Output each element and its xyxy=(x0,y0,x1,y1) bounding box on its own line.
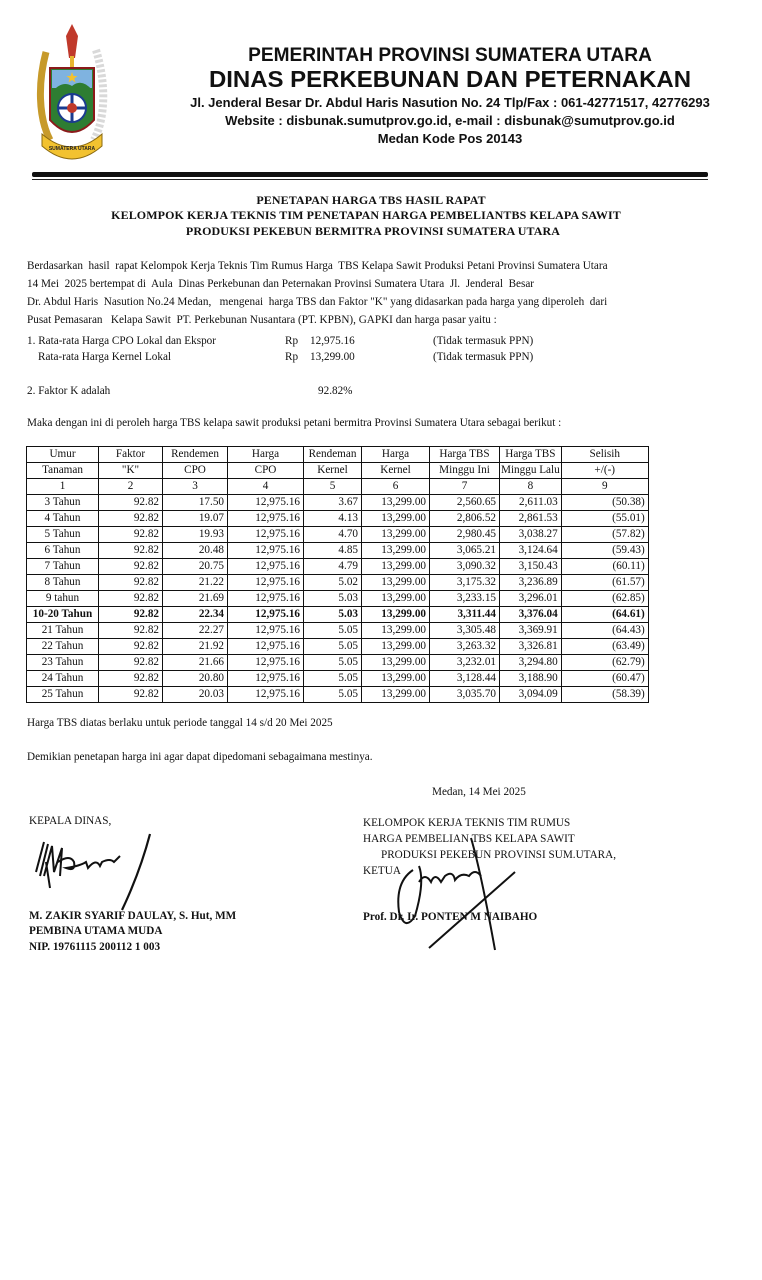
cell-harga-kernel: 13,299.00 xyxy=(362,671,430,687)
column-header: CPO xyxy=(228,463,304,479)
cell-rend-cpo: 21.69 xyxy=(163,591,228,607)
cell-tbs-ini: 3,305.48 xyxy=(430,623,500,639)
cell-harga-kernel: 13,299.00 xyxy=(362,495,430,511)
cell-harga-kernel: 13,299.00 xyxy=(362,527,430,543)
cell-tbs-lalu: 3,124.64 xyxy=(500,543,562,559)
table-row xyxy=(27,623,649,639)
cpo-price-note: (Tidak termasuk PPN) xyxy=(433,335,534,347)
cell-rend-cpo: 19.93 xyxy=(163,527,228,543)
cell-tbs-ini: 3,128.44 xyxy=(430,671,500,687)
cell-selisih: (60.11) xyxy=(561,559,648,575)
cell-faktor: 92.82 xyxy=(99,575,163,591)
cell-rend-kernel: 4.70 xyxy=(304,527,362,543)
cell-faktor: 92.82 xyxy=(99,639,163,655)
agency-postcode: Medan Kode Pos 20143 xyxy=(377,131,523,146)
column-number: 9 xyxy=(561,479,648,495)
cell-tbs-ini: 3,065.21 xyxy=(430,543,500,559)
table-row xyxy=(27,575,649,591)
cell-selisih: (57.82) xyxy=(561,527,648,543)
cell-selisih: (60.47) xyxy=(561,671,648,687)
intro-line: Dr. Abdul Haris Nasution No.24 Medan, mengenai harga TBS dan Faktor "K" yang didasarkan pada harga yang diperoleh dari xyxy=(27,296,608,308)
cell-tbs-lalu: 3,038.27 xyxy=(500,527,562,543)
kernel-price-note: (Tidak termasuk PPN) xyxy=(433,351,534,363)
table-header-row xyxy=(27,447,649,463)
cell-tbs-lalu: 3,094.09 xyxy=(500,687,562,703)
cell-selisih: (62.85) xyxy=(561,591,648,607)
column-header: Harga TBS xyxy=(430,447,500,463)
signatory-left-rank: PEMBINA UTAMA MUDA xyxy=(29,925,163,937)
column-header: Minggu Lalu xyxy=(500,463,562,479)
table-header-row xyxy=(27,463,649,479)
cell-tbs-lalu: 3,326.81 xyxy=(500,639,562,655)
place-date: Medan, 14 Mei 2025 xyxy=(432,786,526,798)
cell-harga-cpo: 12,975.16 xyxy=(228,687,304,703)
cell-rend-cpo: 20.75 xyxy=(163,559,228,575)
signatory-right-org-line2: HARGA PEMBELIAN TBS KELAPA SAWIT xyxy=(363,833,575,845)
column-header: +/(-) xyxy=(561,463,648,479)
cell-faktor: 92.82 xyxy=(99,559,163,575)
cell-harga-cpo: 12,975.16 xyxy=(228,543,304,559)
cell-rend-cpo: 17.50 xyxy=(163,495,228,511)
cell-harga-kernel: 13,299.00 xyxy=(362,511,430,527)
intro-line: Pusat Pemasaran Kelapa Sawit PT. Perkebunan Nusantara (PT. KPBN), GAPKI dan harga pasar yaitu : xyxy=(27,314,497,326)
cell-rend-cpo: 22.34 xyxy=(163,607,228,623)
cell-tbs-lalu: 3,188.90 xyxy=(500,671,562,687)
cell-harga-kernel: 13,299.00 xyxy=(362,687,430,703)
signatory-left-role: KEPALA DINAS, xyxy=(29,815,112,827)
cell-tbs-ini: 2,980.45 xyxy=(430,527,500,543)
cell-harga-kernel: 13,299.00 xyxy=(362,639,430,655)
cell-tbs-lalu: 3,150.43 xyxy=(500,559,562,575)
cell-harga-cpo: 12,975.16 xyxy=(228,495,304,511)
cell-rend-cpo: 20.48 xyxy=(163,543,228,559)
cell-faktor: 92.82 xyxy=(99,543,163,559)
column-header: Rendemen xyxy=(163,447,228,463)
kernel-price-currency: Rp xyxy=(285,351,299,363)
table-row xyxy=(27,543,649,559)
cell-selisih: (61.57) xyxy=(561,575,648,591)
cell-harga-kernel: 13,299.00 xyxy=(362,607,430,623)
cell-selisih: (55.01) xyxy=(561,511,648,527)
cell-tbs-lalu: 3,376.04 xyxy=(500,607,562,623)
column-header: Tanaman xyxy=(27,463,99,479)
column-number: 5 xyxy=(304,479,362,495)
cell-selisih: (63.49) xyxy=(561,639,648,655)
cell-harga-cpo: 12,975.16 xyxy=(228,511,304,527)
cell-umur: 25 Tahun xyxy=(27,687,99,703)
signature-kepala-dinas-icon xyxy=(30,832,160,912)
column-header: "K" xyxy=(99,463,163,479)
cell-rend-kernel: 5.05 xyxy=(304,671,362,687)
column-header: Rendeman xyxy=(304,447,362,463)
table-row xyxy=(27,655,649,671)
cell-umur: 4 Tahun xyxy=(27,511,99,527)
cell-rend-kernel: 5.05 xyxy=(304,623,362,639)
table-row xyxy=(27,591,649,607)
cell-harga-cpo: 12,975.16 xyxy=(228,559,304,575)
cell-selisih: (64.61) xyxy=(561,607,648,623)
cell-tbs-lalu: 2,611.03 xyxy=(500,495,562,511)
cell-tbs-ini: 3,233.15 xyxy=(430,591,500,607)
cell-harga-cpo: 12,975.16 xyxy=(228,591,304,607)
cell-harga-cpo: 12,975.16 xyxy=(228,527,304,543)
cell-harga-kernel: 13,299.00 xyxy=(362,575,430,591)
table-row xyxy=(27,671,649,687)
cell-umur: 9 tahun xyxy=(27,591,99,607)
table-row xyxy=(27,511,649,527)
cell-tbs-ini: 3,035.70 xyxy=(430,687,500,703)
cell-faktor: 92.82 xyxy=(99,687,163,703)
k-factor-label: 2. Faktor K adalah xyxy=(27,385,111,397)
cell-faktor: 92.82 xyxy=(99,527,163,543)
table-intro: Maka dengan ini di peroleh harga TBS kelapa sawit produksi petani bermitra Provinsi Sumatera Utara sebagai berikut : xyxy=(27,417,562,429)
intro-line: 14 Mei 2025 bertempat di Aula Dinas Perkebunan dan Peternakan Provinsi Sumatera Utara Jl. Jenderal Besar xyxy=(27,278,535,290)
intro-paragraph xyxy=(27,257,707,329)
cell-umur: 10-20 Tahun xyxy=(27,607,99,623)
cpo-price-label: 1. Rata-rata Harga CPO Lokal dan Ekspor xyxy=(27,335,216,347)
document-title-line1: PENETAPAN HARGA TBS HASIL RAPAT xyxy=(256,193,486,207)
cell-rend-cpo: 19.07 xyxy=(163,511,228,527)
cell-umur: 23 Tahun xyxy=(27,655,99,671)
column-header: CPO xyxy=(163,463,228,479)
signatory-right-name: Prof. Dr. Ir. PONTEN M NAIBAHO xyxy=(363,911,538,923)
cell-faktor: 92.82 xyxy=(99,671,163,687)
cell-harga-cpo: 12,975.16 xyxy=(228,671,304,687)
cell-harga-cpo: 12,975.16 xyxy=(228,607,304,623)
table-column-number-row xyxy=(27,479,649,495)
signatory-left-name: M. ZAKIR SYARIF DAULAY, S. Hut, MM xyxy=(29,910,237,922)
government-name: PEMERINTAH PROVINSI SUMATERA UTARA xyxy=(248,44,652,66)
column-number: 1 xyxy=(27,479,99,495)
document-title-line3: PRODUKSI PEKEBUN BERMITRA PROVINSI SUMATERA UTARA xyxy=(185,224,561,238)
cell-tbs-lalu: 3,369.91 xyxy=(500,623,562,639)
signatory-right-org-line3: PRODUKSI PEKEBUN PROVINSI SUM.UTARA, xyxy=(381,849,617,861)
cell-umur: 7 Tahun xyxy=(27,559,99,575)
column-number: 3 xyxy=(163,479,228,495)
svg-text:SUMATERA UTARA: SUMATERA UTARA xyxy=(48,146,96,152)
cell-faktor: 92.82 xyxy=(99,511,163,527)
cell-faktor: 92.82 xyxy=(99,607,163,623)
cell-rend-kernel: 5.05 xyxy=(304,639,362,655)
signatory-right-role: KETUA xyxy=(363,865,401,877)
cell-rend-kernel: 5.02 xyxy=(304,575,362,591)
table-row xyxy=(27,495,649,511)
cell-tbs-lalu: 3,294.80 xyxy=(500,655,562,671)
agency-name: DINAS PERKEBUNAN DAN PETERNAKAN xyxy=(208,66,692,92)
k-factor-value: 92.82% xyxy=(318,385,353,397)
column-number: 6 xyxy=(362,479,430,495)
agency-address: Jl. Jenderal Besar Dr. Abdul Haris Nasution No. 24 Tlp/Fax : 061-42771517, 42776293 xyxy=(190,95,710,110)
cell-rend-cpo: 21.92 xyxy=(163,639,228,655)
cell-rend-kernel: 4.79 xyxy=(304,559,362,575)
cell-harga-kernel: 13,299.00 xyxy=(362,559,430,575)
cell-rend-kernel: 4.13 xyxy=(304,511,362,527)
column-header: Harga TBS xyxy=(500,447,562,463)
cell-selisih: (58.39) xyxy=(561,687,648,703)
cell-umur: 21 Tahun xyxy=(27,623,99,639)
column-header: Kernel xyxy=(362,463,430,479)
cell-rend-cpo: 20.03 xyxy=(163,687,228,703)
closing-statement: Demikian penetapan harga ini agar dapat dipedomani sebagaimana mestinya. xyxy=(27,751,373,763)
cell-harga-kernel: 13,299.00 xyxy=(362,591,430,607)
cell-umur: 6 Tahun xyxy=(27,543,99,559)
cell-tbs-ini: 3,232.01 xyxy=(430,655,500,671)
cell-selisih: (59.43) xyxy=(561,543,648,559)
letterhead-divider-thick xyxy=(32,172,708,177)
agency-contact: Website : disbunak.sumutprov.go.id, e-mail : disbunak@sumutprov.go.id xyxy=(225,113,675,128)
cell-harga-cpo: 12,975.16 xyxy=(228,575,304,591)
kernel-price-value: 13,299.00 xyxy=(310,351,355,363)
cell-rend-kernel: 3.67 xyxy=(304,495,362,511)
cell-tbs-ini: 3,311.44 xyxy=(430,607,500,623)
table-row xyxy=(27,607,649,623)
cell-harga-kernel: 13,299.00 xyxy=(362,623,430,639)
intro-line: Berdasarkan hasil rapat Kelompok Kerja Teknis Tim Rumus Harga TBS Kelapa Sawit Produksi Petani Provinsi Sumatera Utara xyxy=(27,260,608,272)
column-number: 7 xyxy=(430,479,500,495)
cell-tbs-lalu: 2,861.53 xyxy=(500,511,562,527)
kernel-price-label: Rata-rata Harga Kernel Lokal xyxy=(38,351,172,363)
cell-tbs-ini: 3,263.32 xyxy=(430,639,500,655)
document-title-line2: KELOMPOK KERJA TEKNIS TIM PENETAPAN HARGA PEMBELIANTBS KELAPA SAWIT xyxy=(111,208,621,222)
cell-tbs-ini: 3,090.32 xyxy=(430,559,500,575)
cell-tbs-ini: 2,560.65 xyxy=(430,495,500,511)
letterhead-divider-thin xyxy=(32,179,708,180)
cpo-price-currency: Rp xyxy=(285,335,299,347)
cell-rend-cpo: 21.22 xyxy=(163,575,228,591)
table-row xyxy=(27,639,649,655)
cell-faktor: 92.82 xyxy=(99,655,163,671)
cell-tbs-ini: 2,806.52 xyxy=(430,511,500,527)
cell-rend-kernel: 4.85 xyxy=(304,543,362,559)
cell-tbs-ini: 3,175.32 xyxy=(430,575,500,591)
signatory-left-nip: NIP. 19761115 200112 1 003 xyxy=(29,941,161,953)
cell-tbs-lalu: 3,296.01 xyxy=(500,591,562,607)
column-number: 8 xyxy=(500,479,562,495)
cell-rend-cpo: 20.80 xyxy=(163,671,228,687)
cell-rend-cpo: 22.27 xyxy=(163,623,228,639)
cpo-price-value: 12,975.16 xyxy=(310,335,355,347)
column-number: 2 xyxy=(99,479,163,495)
cell-tbs-lalu: 3,236.89 xyxy=(500,575,562,591)
signature-ketua-icon xyxy=(385,832,525,952)
cell-selisih: (64.43) xyxy=(561,623,648,639)
cell-umur: 8 Tahun xyxy=(27,575,99,591)
column-header: Harga xyxy=(228,447,304,463)
column-header: Selisih xyxy=(561,447,648,463)
cell-umur: 24 Tahun xyxy=(27,671,99,687)
validity-period: Harga TBS diatas berlaku untuk periode tanggal 14 s/d 20 Mei 2025 xyxy=(27,717,333,729)
cell-faktor: 92.82 xyxy=(99,591,163,607)
cell-harga-kernel: 13,299.00 xyxy=(362,655,430,671)
cell-rend-kernel: 5.05 xyxy=(304,687,362,703)
cell-selisih: (50.38) xyxy=(561,495,648,511)
column-header: Faktor xyxy=(99,447,163,463)
cell-selisih: (62.79) xyxy=(561,655,648,671)
sumatera-utara-crest-icon xyxy=(36,22,108,168)
column-header: Harga xyxy=(362,447,430,463)
cell-harga-kernel: 13,299.00 xyxy=(362,543,430,559)
column-header: Umur xyxy=(27,447,99,463)
table-row xyxy=(27,527,649,543)
signatory-right-org-line1: KELOMPOK KERJA TEKNIS TIM RUMUS xyxy=(363,817,571,829)
cell-umur: 5 Tahun xyxy=(27,527,99,543)
cell-umur: 22 Tahun xyxy=(27,639,99,655)
cell-umur: 3 Tahun xyxy=(27,495,99,511)
cell-rend-kernel: 5.03 xyxy=(304,607,362,623)
tbs-price-table xyxy=(26,446,649,703)
cell-harga-cpo: 12,975.16 xyxy=(228,655,304,671)
cell-rend-cpo: 21.66 xyxy=(163,655,228,671)
column-number: 4 xyxy=(228,479,304,495)
column-header: Minggu Ini xyxy=(430,463,500,479)
cell-harga-cpo: 12,975.16 xyxy=(228,639,304,655)
cell-rend-kernel: 5.03 xyxy=(304,591,362,607)
table-row xyxy=(27,687,649,703)
cell-faktor: 92.82 xyxy=(99,623,163,639)
cell-faktor: 92.82 xyxy=(99,495,163,511)
cell-harga-cpo: 12,975.16 xyxy=(228,623,304,639)
cell-rend-kernel: 5.05 xyxy=(304,655,362,671)
column-header: Kernel xyxy=(304,463,362,479)
table-row xyxy=(27,559,649,575)
